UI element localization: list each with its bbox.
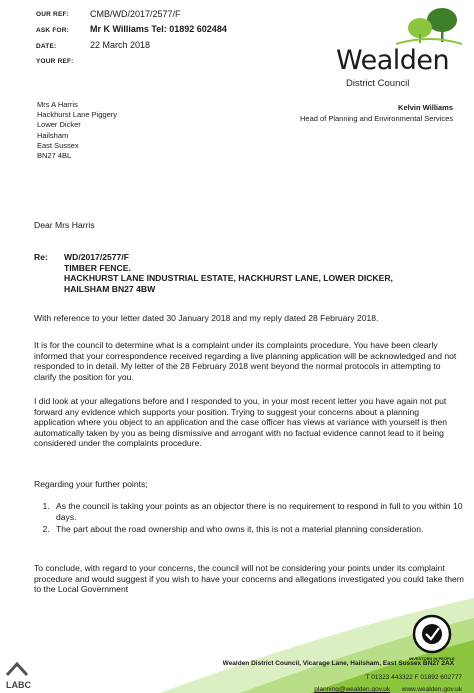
paragraph-3: I did look at your allegations before and I responded to you, in your most recent letter you have again not put forward any evidence which supports your position. Trying to suggest your concerns about a planning application where you object to an application and the case officer has views at variance with yourself is then automatically taken by you as being dismissive and arrogant with no factual evidence cannot lead to it being considered under the complaints procedure. — [34, 396, 448, 449]
your-ref-label: YOUR REF: — [36, 58, 74, 65]
tree-logo-icon — [396, 6, 462, 46]
investors-badge — [412, 614, 452, 654]
address-line: Hailsham — [37, 130, 69, 140]
paragraph-4: Regarding your further points; — [34, 479, 148, 489]
footer-email[interactable]: planning@wealden.gov.uk — [314, 686, 391, 693]
date-label: DATE: — [36, 43, 57, 50]
wealden-logo — [332, 6, 462, 88]
address-line: Hackhurst Lane Piggery — [37, 110, 118, 120]
address-line: BN27 4BL — [37, 151, 72, 161]
ask-for-label: ASK FOR: — [36, 27, 70, 34]
re-line: TIMBER FENCE. — [64, 262, 131, 273]
re-line: HACKHURST LANE INDUSTRIAL ESTATE, HACKHURST LANE, LOWER DICKER, — [64, 273, 393, 284]
footer-contact — [314, 686, 462, 693]
salutation: Dear Mrs Harris — [34, 220, 95, 230]
sender-title: Head of Planning and Environmental Services — [299, 114, 453, 123]
address-line: Lower Dicker — [37, 120, 81, 130]
re-line: WD/2017/2577/F — [64, 252, 129, 262]
footer-phone: T 01323 443322 F 01892 602777 — [365, 674, 462, 681]
date-value: 22 March 2018 — [90, 40, 151, 50]
re-line: HAILSHAM BN27 4BW — [64, 283, 156, 294]
sender-name: Kelvin Williams — [398, 103, 453, 112]
badge-label: INVESTORS IN PEOPLE — [409, 656, 455, 661]
labc-roof-icon — [6, 662, 28, 676]
footer-address: Wealden District Council, Vicarage Lane, Hailsham, East Sussex BN27 2AX — [222, 660, 454, 667]
our-ref-label: OUR REF: — [36, 11, 70, 18]
paragraph-5: To conclude, with regard to your concerns, the council will not be considering your points under its complaint procedure and would suggest if you wish to have your concerns and allegations investigated you could take them to the Local Government — [34, 563, 464, 595]
ask-for-value: Mr K Williams Tel: 01892 602484 — [90, 24, 227, 34]
logo-name: Wealden — [336, 45, 450, 76]
recipient-address — [37, 100, 117, 161]
point-item: 2. The part about the road ownership and who owns it, this is not a material planning consideration. — [52, 524, 464, 535]
paragraph-1: With reference to your letter dated 30 January 2018 and my reply dated 28 February 2018. — [34, 313, 379, 323]
our-ref-value: CMB/WD/2017/2577/F — [90, 9, 181, 19]
points-list — [34, 501, 464, 535]
footer-web[interactable]: www.wealden.gov.uk — [401, 686, 462, 693]
logo-subtitle: District Council — [346, 78, 410, 89]
paragraph-2: It is for the council to determine what is a complaint under its complaints procedure. You have been clearly informed that your correspondence received regarding a live planning application will be acknowledged and not responded to in detail. My letter of the 28 February 2018 went beyond the normal protocols in attempting to clarify the position for you. — [34, 340, 457, 382]
re-label: Re: — [34, 252, 48, 262]
labc-logo — [6, 662, 40, 692]
address-line: East Sussex — [37, 140, 79, 150]
re-subject — [64, 252, 459, 294]
investors-badge-icon — [412, 614, 452, 654]
labc-text: LABC — [6, 680, 31, 690]
point-item: 1. As the council is taking your points as an objector there is no requirement to respond in full to you within 10 days. — [52, 501, 464, 522]
address-line: Mrs A Harris — [37, 100, 78, 109]
